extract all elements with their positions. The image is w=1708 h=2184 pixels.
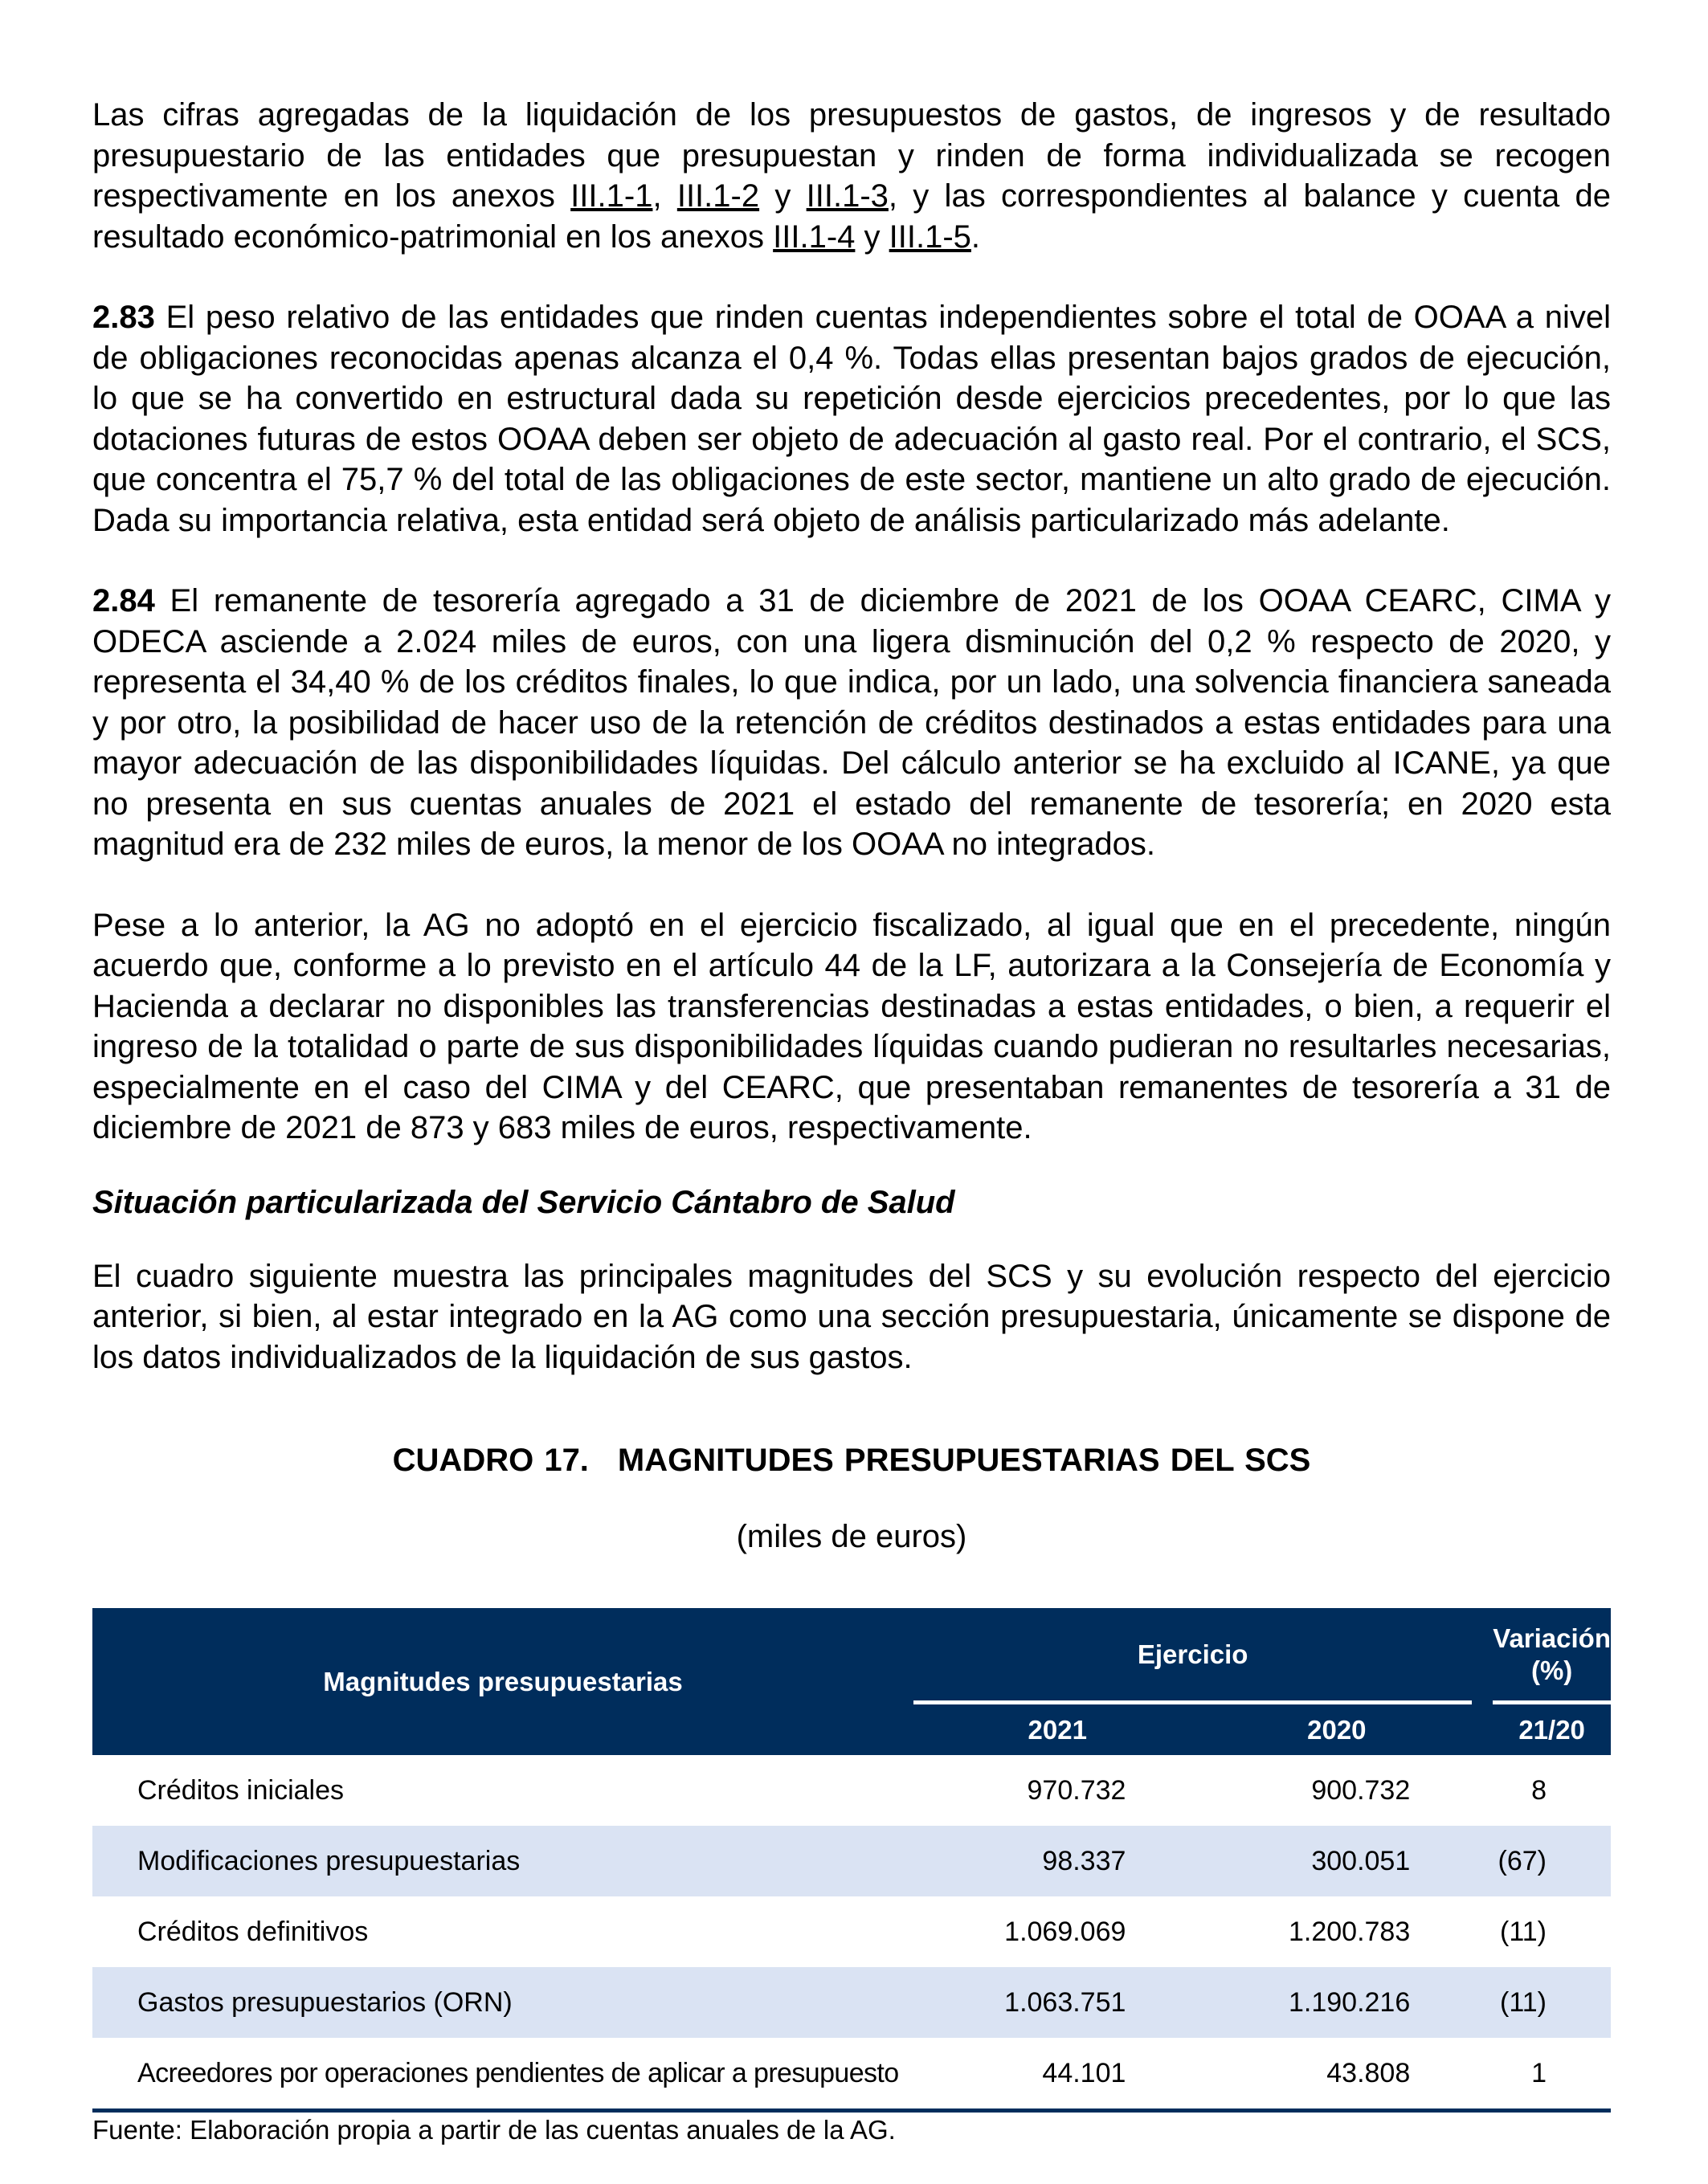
annex-link-iii-1-3[interactable]: III.1-3 [806, 178, 889, 214]
paragraph-number: 2.84 [92, 583, 155, 618]
table-row [92, 1826, 1611, 1896]
value-variation: (11) [1482, 1967, 1611, 2038]
column-header-variation: 21/20 [1482, 1703, 1611, 1756]
row-label: Créditos iniciales [137, 1774, 344, 1806]
row-label: Créditos definitivos [137, 1916, 369, 1947]
value-2021: 1.069.069 [1004, 1916, 1126, 1947]
annex-link-iii-1-5[interactable]: III.1-5 [889, 218, 971, 255]
paragraph-number: 2.83 [92, 300, 155, 335]
table-units: (miles de euros) [736, 1519, 967, 1554]
value-variation: (67) [1482, 1826, 1611, 1896]
value-2021: 44.101 [913, 2038, 1201, 2111]
value-2021: 1.063.751 [913, 1967, 1201, 2038]
value-2020: 900.732 [1311, 1774, 1411, 1806]
column-group-variacion: Variación (%) [1482, 1608, 1611, 1703]
paragraph-annexes: Las cifras agregadas de la liquidación de los presupuestos de gastos, de ingresos y de resultado presupuestario de las entidades que presupuestan y rinden de forma individualizada se recogen respectivamente en los anexos III.1-1, III.1-2 y III.1-3, y las correspondientes al balance y cuenta de resultado económico-patrimonial en los anexos III.1-4 y III.1-5. [92, 97, 1611, 255]
table-row [92, 1896, 1611, 1967]
column-header-2020: 2020 [1201, 1703, 1482, 1756]
value-variation: 1 [1482, 2038, 1611, 2111]
value-variation: (11) [1500, 1916, 1547, 1947]
row-label: Gastos presupuestarios (ORN) [92, 1967, 913, 2038]
row-label: Acreedores por operaciones pendientes de aplicar a presupuesto [92, 2038, 913, 2111]
value-2020: 43.808 [1201, 2038, 1482, 2111]
value-variation: 8 [1531, 1774, 1547, 1806]
table-row [92, 2038, 1611, 2111]
table-row [92, 1967, 1611, 2038]
value-2021: 98.337 [913, 1826, 1201, 1896]
column-header-magnitudes: Magnitudes presupuestarias [92, 1608, 913, 1755]
table-source-note: Fuente: Elaboración propia a partir de las cuentas anuales de la AG. [92, 2115, 896, 2145]
section-heading: Situación particularizada del Servicio Cántabro de Salud [92, 1184, 955, 1220]
paragraph-2-84: 2.84 El remanente de tesorería agregado a 31 de diciembre de 2021 de los OOAA CEARC, CIMA y ODECA asciende a 2.024 miles de euros, con una ligera disminución del 0,2 % respecto de 2020, y representa el 34,40 % de los créditos finales, lo que indica, por un lado, una solvencia financiera saneada y por otro, la posibilidad de hacer uso de la retención de créditos destinados a estas entidades para una mayor adecuación de las disponibilidades líquidas. Del cálculo anterior se ha excluido al ICANE, ya que no presenta en sus cuentas anuales de 2021 el estado del remanente de tesorería; en 2020 esta magnitud era de 232 miles de euros, la menor de los OOAA no integrados. [92, 583, 1611, 862]
table-row [92, 1755, 1611, 1826]
value-2020: 1.190.216 [1201, 1967, 1482, 2038]
value-2021: 970.732 [1027, 1774, 1126, 1806]
value-2020: 300.051 [1201, 1826, 1482, 1896]
budget-magnitudes-table [92, 1608, 1611, 2113]
row-label: Modificaciones presupuestarias [92, 1826, 913, 1896]
value-2020: 1.200.783 [1288, 1916, 1411, 1947]
paragraph-table-intro: El cuadro siguiente muestra las principales magnitudes del SCS y su evolución respecto del ejercicio anterior, si bien, al estar integrado en la AG como una sección presupuestaria, únicamente se dispone de los datos individualizados de la liquidación de sus gastos. [92, 1258, 1611, 1375]
annex-link-iii-1-2[interactable]: III.1-2 [676, 178, 760, 214]
column-group-ejercicio: Ejercicio [913, 1608, 1482, 1703]
column-header-2021: 2021 [913, 1703, 1201, 1756]
paragraph-ag-agreement: Pese a lo anterior, la AG no adoptó en el ejercicio fiscalizado, al igual que en el precedente, ningún acuerdo que, conforme a lo previsto en el artículo 44 de la LF, autorizara a la Consejería de Economía y Hacienda a declarar no disponibles las transferencias destinadas a estas entidades, o bien, a requerir el ingreso de la totalidad o parte de sus disponibilidades líquidas cuando pudieran no resultarles necesarias, especialmente en el caso del CIMA y del CEARC, que presentaban remanentes de tesorería a 31 de diciembre de 2021 de 873 y 683 miles de euros, respectivamente. [92, 907, 1611, 1145]
document-body [92, 95, 1611, 1557]
annex-link-iii-1-4[interactable]: III.1-4 [773, 218, 856, 255]
table-caption: CUADRO 17. MAGNITUDES PRESUPUESTARIAS DEL SCS [392, 1443, 1311, 1478]
annex-link-iii-1-1[interactable]: III.1-1 [570, 178, 653, 214]
paragraph-2-83: 2.83 El peso relativo de las entidades que rinden cuentas independientes sobre el total de OOAA a nivel de obligaciones reconocidas apenas alcanza el 0,4 %. Todas ellas presentan bajos grados de ejecución, lo que se ha convertido en estructural dada su repetición desde ejercicios precedentes, por lo que las dotaciones futuras de estos OOAA deben ser objeto de adecuación al gasto real. Por el contrario, el SCS, que concentra el 75,7 % del total de las obligaciones de este sector, mantiene un alto grado de ejecución. Dada su importancia relativa, esta entidad será objeto de análisis particularizado más adelante. [92, 300, 1611, 538]
